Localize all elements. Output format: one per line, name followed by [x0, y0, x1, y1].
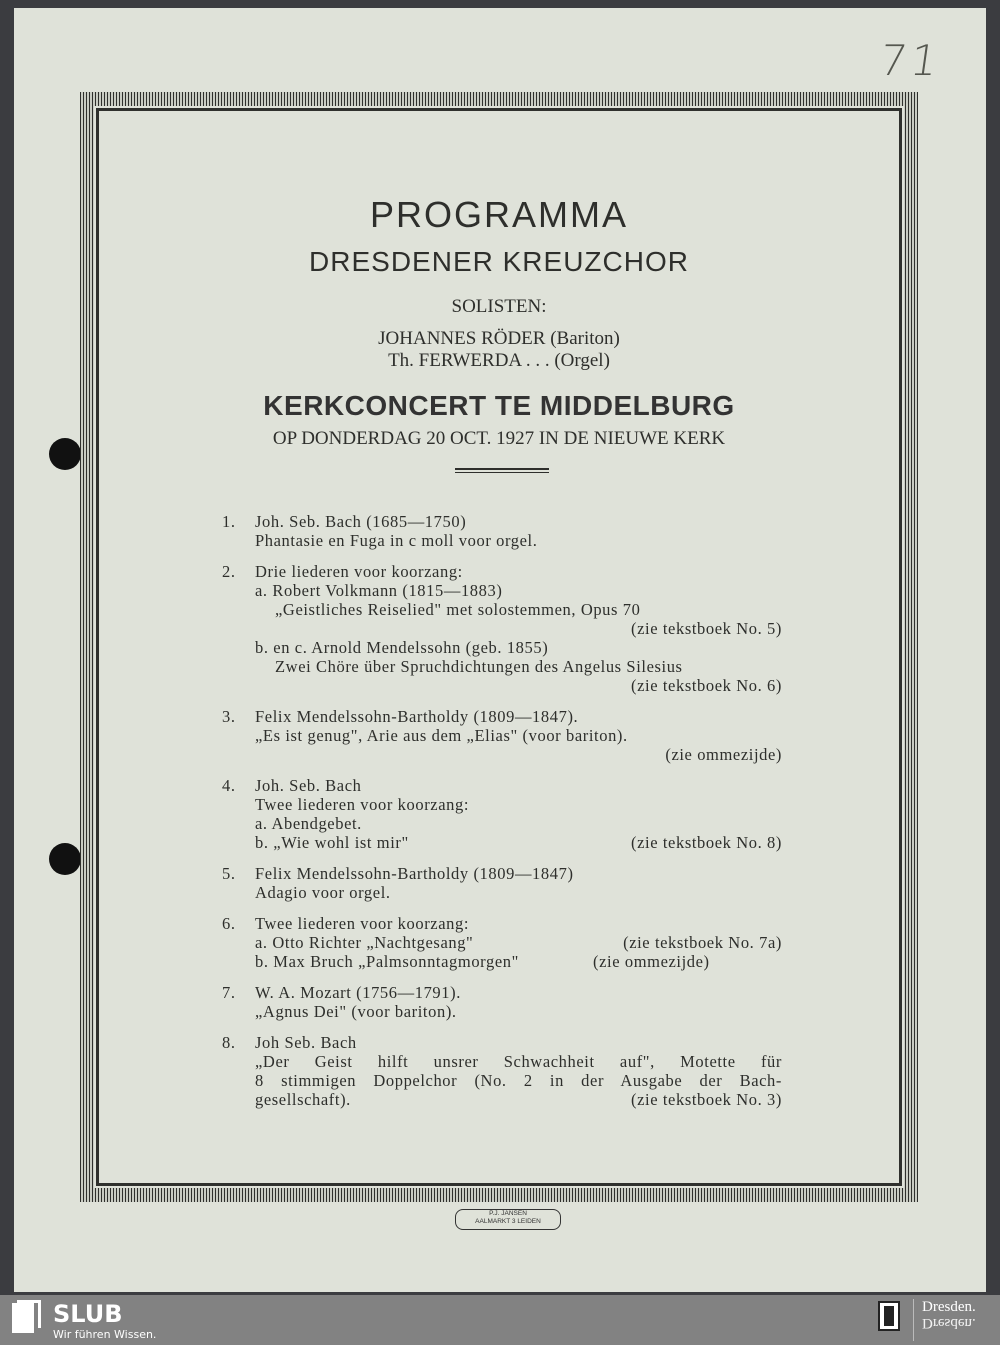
program-item — [222, 1033, 782, 1109]
program-line — [222, 581, 782, 600]
event-date-place: OP DONDERDAG 20 OCT. 1927 IN DE NIEUWE KERK — [272, 428, 726, 449]
program-line — [222, 676, 782, 695]
line-text: b. Max Bruch „Palmsonntagmorgen" — [255, 952, 519, 971]
line-text: Felix Mendelssohn-Bartholdy (1809—1847) — [255, 864, 574, 883]
item-number: 6. — [222, 914, 236, 933]
slub-slogan: Wir führen Wissen. — [53, 1328, 157, 1341]
footer-bar — [0, 1295, 1000, 1345]
line-text: Twee liederen voor koorzang: — [255, 914, 470, 933]
program-item — [222, 914, 782, 971]
program-line — [222, 883, 782, 902]
line-text: Joh Seb. Bach — [255, 1033, 357, 1052]
textbook-reference: (zie tekstboek No. 7a) — [623, 933, 782, 952]
program-line — [222, 833, 782, 852]
line-text: gesellschaft). — [255, 1090, 351, 1109]
textbook-reference: (zie tekstboek No. 3) — [631, 1090, 782, 1109]
program-item — [222, 707, 782, 764]
program-line — [222, 562, 782, 581]
program-line — [222, 983, 782, 1002]
line-text: Joh. Seb. Bach — [255, 776, 362, 795]
line-text: 8 stimmigen Doppelchor (No. 2 in der Ausgabe der Bach- — [255, 1071, 782, 1090]
printer-stamp — [455, 1209, 561, 1230]
item-number: 2. — [222, 562, 236, 581]
soloist-baritone: JOHANNES RÖDER (Bariton) — [378, 328, 620, 349]
item-number: 7. — [222, 983, 236, 1002]
program-item — [222, 776, 782, 852]
program-title: PROGRAMMA — [369, 194, 628, 235]
program-line — [222, 707, 782, 726]
program-line — [222, 638, 782, 657]
program-line — [222, 1090, 782, 1109]
line-text: „Der Geist hilft unsrer Schwachheit auf", Motette für — [255, 1052, 782, 1071]
program-line — [222, 745, 782, 764]
line-text: b. „Wie wohl ist mir" — [255, 833, 409, 852]
program-line — [222, 1002, 782, 1021]
program-line — [222, 795, 782, 814]
stamp-line: P.J. JANSEN — [489, 1210, 527, 1217]
footer-divider — [913, 1299, 914, 1341]
program-line — [222, 619, 782, 638]
program-line — [222, 814, 782, 833]
line-text: Zwei Chöre über Spruchdichtungen des Angelus Silesius — [275, 657, 683, 676]
textbook-reference: (zie tekstboek No. 6) — [631, 676, 782, 695]
program-item — [222, 983, 782, 1021]
line-text: a. Abendgebet. — [255, 814, 362, 833]
dresden-logo[interactable] — [922, 1299, 976, 1331]
program-line — [222, 776, 782, 795]
line-text: W. A. Mozart (1756—1791). — [255, 983, 461, 1002]
item-number: 3. — [222, 707, 236, 726]
choir-name: DRESDENER KREUZCHOR — [309, 246, 689, 277]
event-title: KERKCONCERT TE MIDDELBURG — [263, 390, 735, 421]
line-text: Felix Mendelssohn-Bartholdy (1809—1847). — [255, 707, 579, 726]
slub-logo[interactable]: SLUB — [53, 1300, 123, 1328]
textbook-reference: (zie ommezijde) — [593, 952, 710, 971]
textbook-reference: (zie tekstboek No. 5) — [631, 619, 782, 638]
dresden-text: Dresden. — [922, 1299, 976, 1315]
line-text: „Geistliches Reiselied" met solostemmen, Opus 70 — [275, 600, 641, 619]
program-item — [222, 512, 782, 550]
line-text: „Agnus Dei" (voor bariton). — [255, 1002, 457, 1021]
punch-hole — [49, 843, 81, 875]
line-text: Adagio voor orgel. — [255, 883, 391, 902]
dresden-crest-icon — [878, 1301, 900, 1331]
program-line — [222, 914, 782, 933]
slub-book-icon — [12, 1303, 38, 1333]
program-line — [222, 864, 782, 883]
program-line — [222, 657, 782, 676]
line-text: Twee liederen voor koorzang: — [255, 795, 470, 814]
program-item — [222, 864, 782, 902]
program-line — [222, 512, 782, 531]
line-text: Joh. Seb. Bach (1685—1750) — [255, 512, 467, 531]
program-list — [222, 512, 782, 1121]
program-item — [222, 562, 782, 695]
textbook-reference: (zie tekstboek No. 8) — [631, 833, 782, 852]
line-text: Phantasie en Fuga in c moll voor orgel. — [255, 531, 538, 550]
item-number: 4. — [222, 776, 236, 795]
line-text: a. Otto Richter „Nachtgesang" — [255, 933, 474, 952]
program-line — [222, 1052, 782, 1071]
program-line — [222, 1033, 782, 1052]
program-line — [222, 1071, 782, 1090]
punch-hole — [49, 438, 81, 470]
line-text: Drie liederen voor koorzang: — [255, 562, 463, 581]
line-text: „Es ist genug", Arie aus dem „Elias" (voor bariton). — [255, 726, 628, 745]
item-number: 1. — [222, 512, 236, 531]
program-line — [222, 726, 782, 745]
dresden-text-mirrored: Dresden. — [922, 1315, 976, 1331]
item-number: 8. — [222, 1033, 236, 1052]
soloists-label: SOLISTEN: — [451, 296, 547, 317]
item-number: 5. — [222, 864, 236, 883]
program-line — [222, 531, 782, 550]
textbook-reference: (zie ommezijde) — [665, 745, 782, 764]
divider-rule — [455, 468, 549, 473]
line-text: b. en c. Arnold Mendelssohn (geb. 1855) — [255, 638, 549, 657]
program-line — [222, 952, 782, 971]
program-line — [222, 600, 782, 619]
line-text: a. Robert Volkmann (1815—1883) — [255, 581, 503, 600]
handwritten-page-number: 71 — [876, 36, 945, 85]
program-line — [222, 933, 782, 952]
soloist-organ: Th. FERWERDA . . . (Orgel) — [388, 350, 610, 371]
stamp-line: AALMARKT 3 LEIDEN — [475, 1218, 541, 1225]
